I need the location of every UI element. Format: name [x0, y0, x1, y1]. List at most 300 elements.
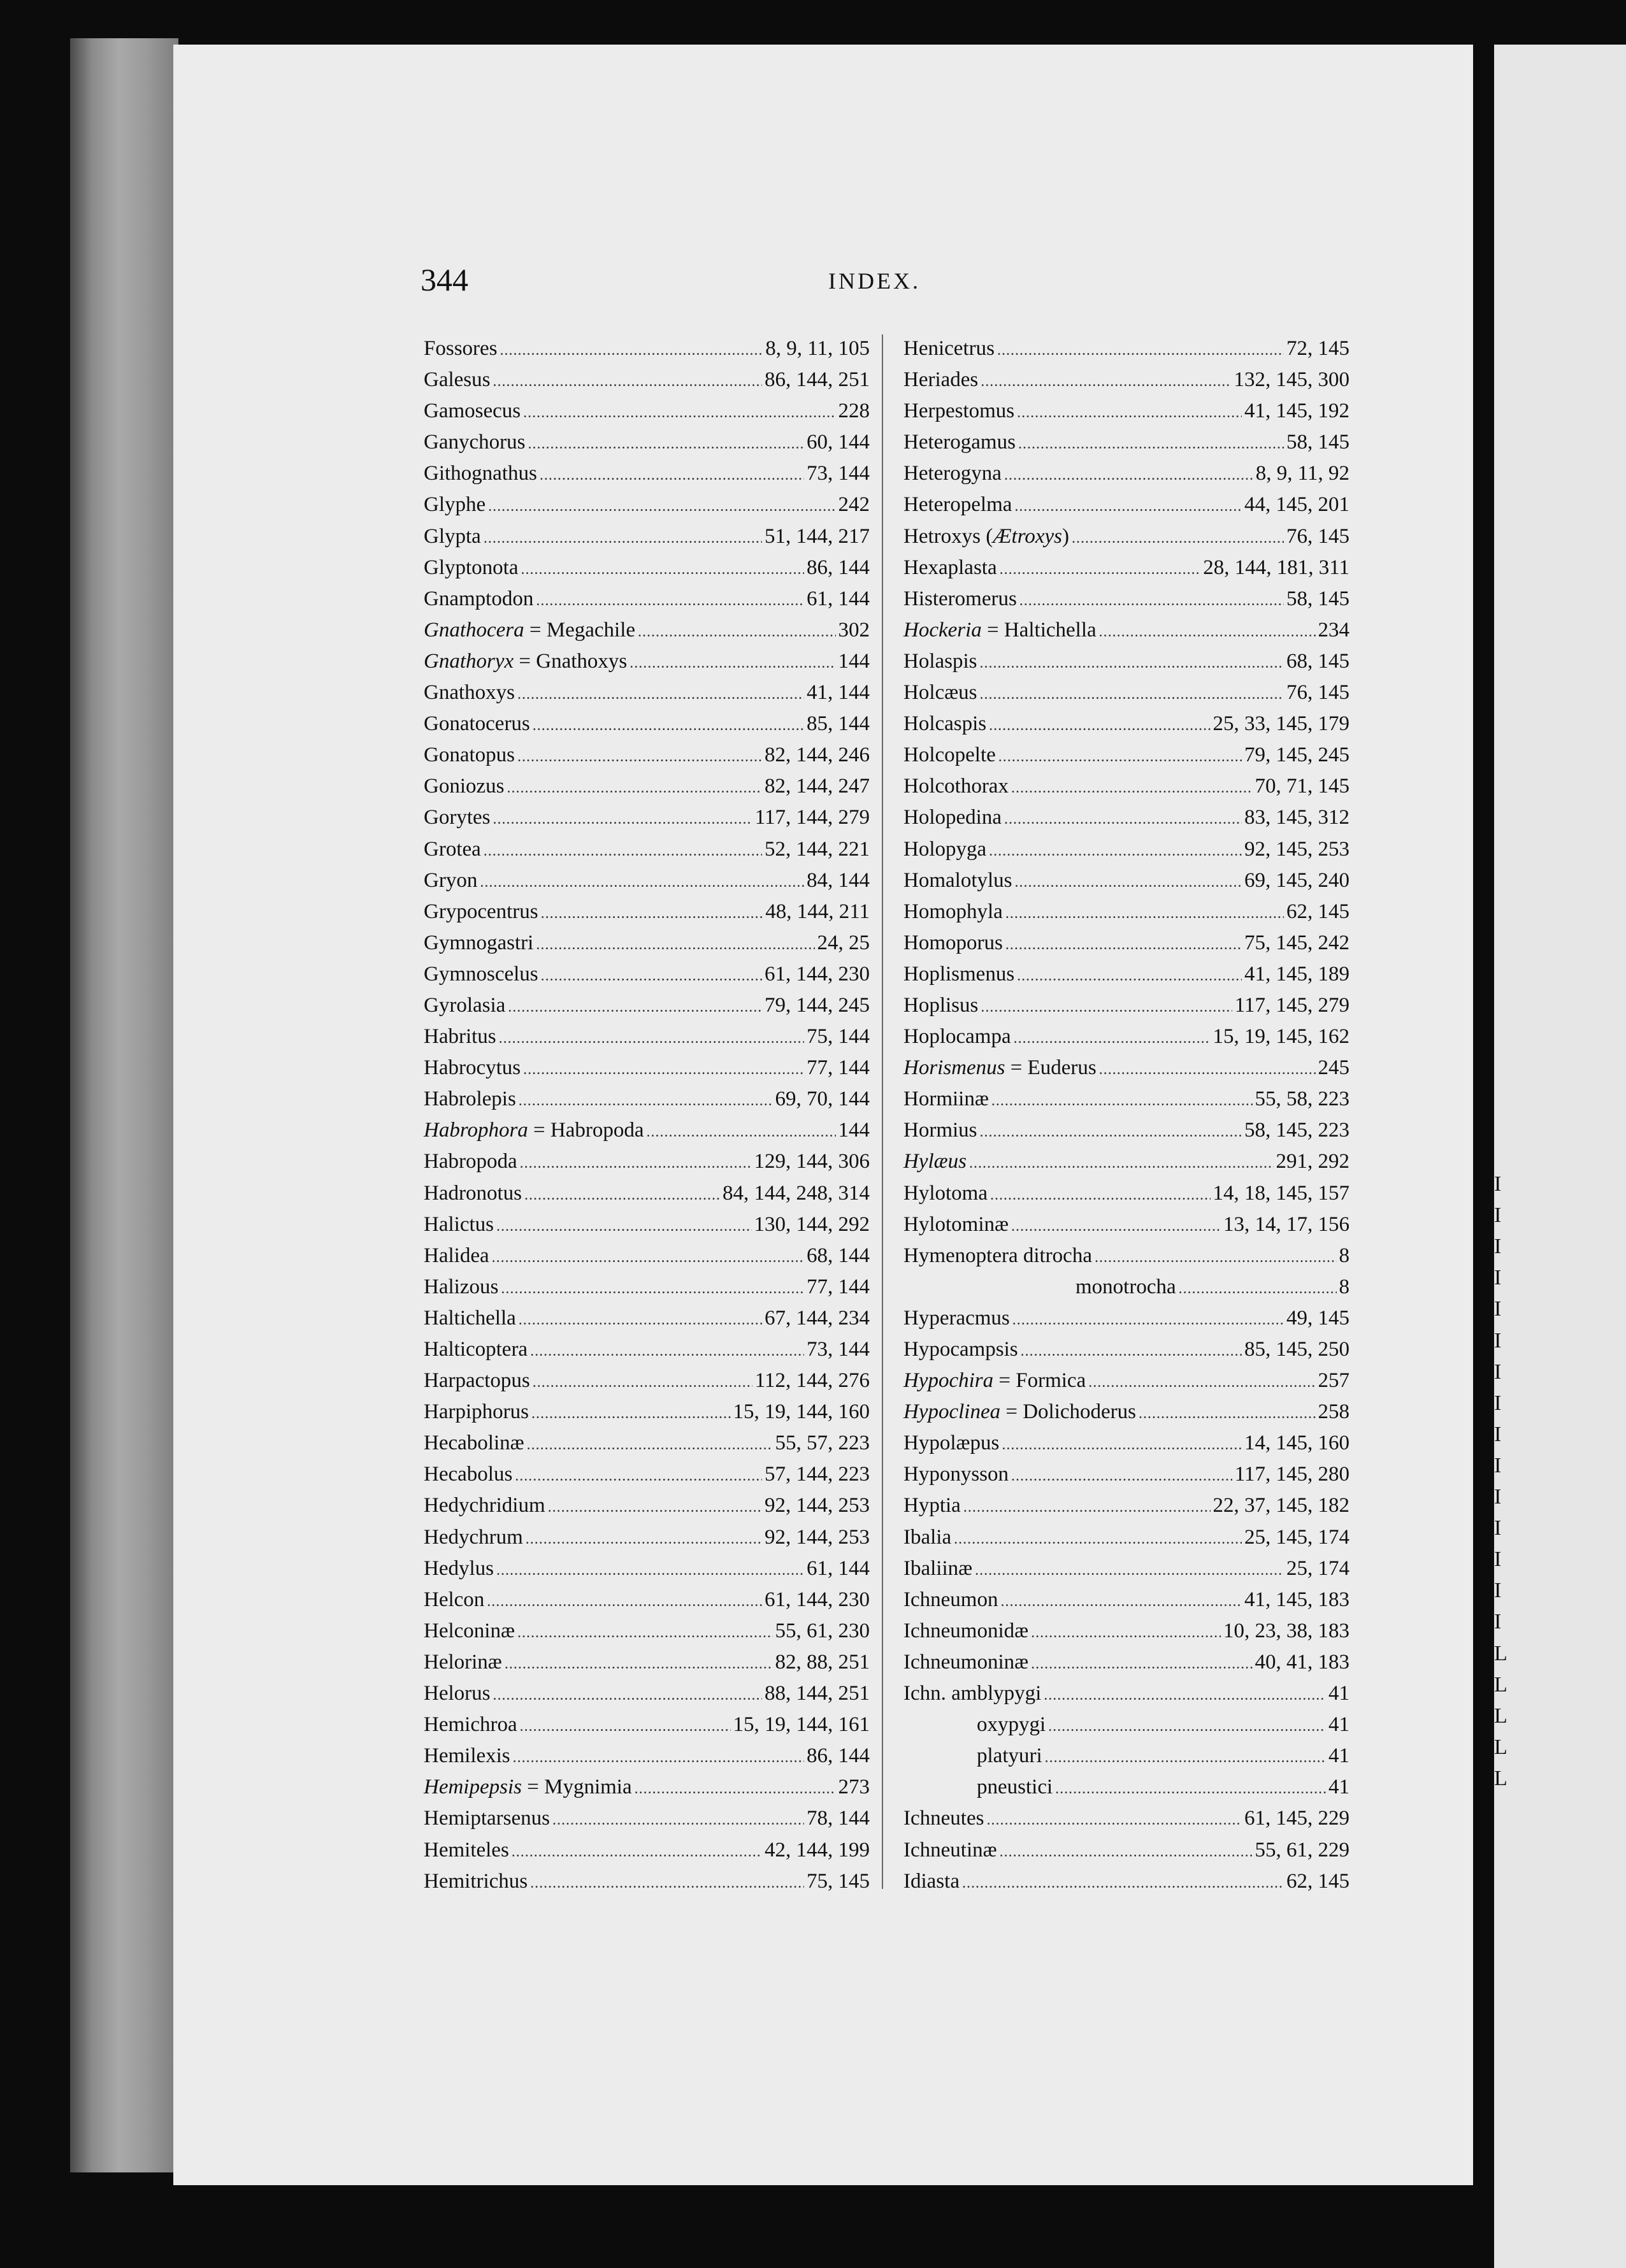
index-entry — [903, 802, 1349, 833]
entry-term: pneustici — [977, 1776, 1053, 1799]
entry-term: Hedychrum — [424, 1525, 523, 1549]
entry-pages: 291, 292 — [1276, 1150, 1349, 1173]
entry-term: monotrocha — [1076, 1275, 1176, 1298]
entry-pages: 61, 145, 229 — [1244, 1807, 1349, 1830]
index-entry — [903, 865, 1349, 896]
entry-term: Herpestomus — [903, 399, 1015, 423]
dot-leader — [530, 1336, 804, 1367]
entry-term: Holcopelte — [903, 743, 996, 767]
entry-pages: 234 — [1318, 618, 1349, 642]
dot-leader — [1014, 491, 1242, 522]
entry-term: Hoplisus — [903, 993, 979, 1017]
entry-pages: 84, 144, 248, 314 — [723, 1181, 870, 1205]
entry-pages: 242 — [838, 493, 870, 517]
entry-term: Homalotylus — [903, 868, 1012, 892]
dot-leader — [1005, 898, 1284, 929]
index-entry — [424, 1396, 870, 1428]
entry-pages: 258 — [1318, 1400, 1349, 1424]
index-entry — [903, 1866, 1349, 1897]
dot-leader — [980, 1117, 1242, 1148]
index-entry — [424, 1616, 870, 1647]
dot-leader — [1048, 1711, 1326, 1742]
index-entry — [424, 646, 870, 677]
index-entry — [903, 1272, 1349, 1303]
entry-pages: 67, 144, 234 — [765, 1306, 870, 1330]
entry-term-italic: Gnathoryx — [424, 649, 514, 673]
index-entry — [903, 740, 1349, 771]
dot-leader — [980, 648, 1284, 679]
dot-leader — [527, 1430, 773, 1461]
index-entry — [903, 1428, 1349, 1459]
index-entry — [903, 1522, 1349, 1553]
entry-term: Ichneumon — [903, 1588, 998, 1611]
entry-pages: 245 — [1318, 1056, 1349, 1080]
index-entry — [424, 740, 870, 771]
dot-leader — [523, 398, 835, 429]
entry-term: Gnathoxys — [424, 681, 515, 705]
index-entry — [903, 1365, 1349, 1396]
entry-pages: 62, 145 — [1286, 1869, 1349, 1893]
entry-term: Gonatopus — [424, 743, 515, 767]
entry-pages: 144 — [838, 649, 870, 673]
dot-leader — [548, 1492, 762, 1523]
entry-pages: 22, 37, 145, 182 — [1212, 1494, 1349, 1518]
entry-pages: 257 — [1318, 1369, 1349, 1393]
dot-leader — [969, 1148, 1274, 1179]
entry-term: Halizous — [424, 1275, 499, 1298]
entry-term: Heterogamus — [903, 431, 1016, 454]
index-entry — [903, 615, 1349, 646]
entry-term: Habropoda — [424, 1150, 517, 1173]
dot-leader — [981, 992, 1232, 1023]
entry-pages: 14, 18, 145, 157 — [1212, 1181, 1349, 1205]
dot-leader — [635, 1774, 836, 1805]
index-entry — [903, 990, 1349, 1021]
dot-leader — [507, 773, 763, 804]
entry-pages: 77, 144 — [807, 1056, 870, 1080]
entry-pages: 61, 144 — [807, 587, 870, 610]
index-entry — [424, 1115, 870, 1146]
entry-term: Hylotominæ — [903, 1212, 1009, 1236]
dot-leader — [533, 710, 804, 742]
entry-term: Idiasta — [903, 1869, 960, 1893]
entry-term: Hemitrichus — [424, 1869, 528, 1893]
entry-pages: 49, 145 — [1286, 1306, 1349, 1330]
entry-term: Hyptia — [903, 1494, 961, 1518]
index-entry — [424, 1678, 870, 1709]
entry-pages: 41, 144 — [807, 681, 870, 705]
entry-term-italic: Gnathocera — [424, 618, 524, 642]
dot-leader — [1014, 1023, 1211, 1054]
dot-leader — [533, 1367, 752, 1398]
dot-leader — [500, 335, 763, 366]
entry-pages: 62, 145 — [1286, 900, 1349, 923]
entry-term: Hockeria = Haltichella — [903, 618, 1097, 642]
entry-pages: 61, 144 — [807, 1556, 870, 1580]
entry-term: Glyphe — [424, 493, 486, 517]
entry-term: Heteropelma — [903, 493, 1012, 517]
entry-pages: 41, 145, 183 — [1244, 1588, 1349, 1611]
facing-page-letter: I — [1494, 1453, 1502, 1477]
entry-term: Gamosecus — [424, 399, 521, 423]
dot-leader — [1000, 1586, 1242, 1618]
dot-leader — [552, 1805, 804, 1836]
facing-page-letter: L — [1494, 1641, 1507, 1665]
dot-leader — [513, 1742, 804, 1774]
entry-pages: 72, 145 — [1286, 337, 1349, 360]
facing-page-letter: I — [1494, 1360, 1502, 1384]
entry-pages: 69, 145, 240 — [1244, 868, 1349, 892]
index-entry — [903, 1115, 1349, 1146]
dot-leader — [1017, 961, 1242, 992]
entry-pages: 48, 144, 211 — [765, 900, 870, 923]
dot-leader — [1011, 773, 1253, 804]
entry-pages: 75, 145 — [807, 1869, 870, 1893]
entry-term-italic: Hypoclinea — [903, 1400, 1001, 1424]
entry-term: Gnathocera = Megachile — [424, 618, 636, 642]
entry-term: Hyponysson — [903, 1463, 1009, 1486]
entry-term: Helcon — [424, 1588, 485, 1611]
entry-pages: 55, 61, 230 — [775, 1619, 870, 1642]
index-entry — [903, 489, 1349, 520]
index-entry — [903, 1146, 1349, 1177]
dot-leader — [536, 585, 804, 617]
index-entry — [903, 552, 1349, 584]
entry-pages: 57, 144, 223 — [765, 1463, 870, 1486]
entry-term: Habritus — [424, 1025, 496, 1049]
index-entry — [903, 1740, 1349, 1772]
entry-term: Hexaplasta — [903, 556, 997, 579]
dot-leader — [1095, 1242, 1337, 1274]
entry-pages: 28, 144, 181, 311 — [1203, 556, 1349, 579]
entry-term: Hetroxys (Ætroxys) — [903, 524, 1069, 548]
index-entry — [424, 427, 870, 458]
entry-pages: 228 — [838, 399, 870, 423]
entry-term: Homoporus — [903, 931, 1003, 954]
entry-pages: 85, 145, 250 — [1244, 1338, 1349, 1361]
entry-term: Ichneutes — [903, 1807, 984, 1830]
entry-pages: 68, 144 — [807, 1244, 870, 1267]
entry-term: Grotea — [424, 837, 481, 861]
index-entry — [903, 896, 1349, 928]
index-entry — [424, 1772, 870, 1803]
facing-page-letter: I — [1494, 1516, 1502, 1540]
entry-pages: 117, 144, 279 — [754, 806, 870, 829]
column-divider — [882, 334, 883, 1889]
entry-term: Ichneumoninæ — [903, 1650, 1029, 1674]
entry-pages: 86, 144, 251 — [765, 368, 870, 392]
entry-term: Hypolæpus — [903, 1432, 1000, 1455]
index-column-right — [903, 333, 1349, 1897]
facing-page-letter: I — [1494, 1579, 1502, 1603]
entry-pages: 75, 145, 242 — [1244, 931, 1349, 954]
index-entry — [424, 771, 870, 802]
entry-term: Gonatocerus — [424, 712, 530, 736]
entry-term — [903, 1146, 967, 1177]
index-entry — [903, 959, 1349, 990]
index-entry — [424, 1052, 870, 1084]
entry-term: Hecabolus — [424, 1463, 513, 1486]
dot-leader — [523, 1054, 804, 1086]
entry-pages: 82, 144, 247 — [765, 775, 870, 798]
dot-leader — [1012, 1305, 1284, 1336]
entry-pages: 15, 19, 144, 161 — [733, 1713, 870, 1737]
entry-pages: 86, 144 — [807, 556, 870, 579]
entry-pages: 88, 144, 251 — [765, 1682, 870, 1705]
entry-term: Halictus — [424, 1212, 494, 1236]
entry-term: oxypygi — [977, 1713, 1046, 1737]
index-entry — [903, 1647, 1349, 1678]
entry-pages: 77, 144 — [807, 1275, 870, 1298]
entry-term: Gnamptodon — [424, 587, 534, 610]
entry-pages: 144 — [838, 1119, 870, 1142]
entry-term: Hedylus — [424, 1556, 494, 1580]
dot-leader — [512, 1837, 762, 1868]
entry-term: Gymnoscelus — [424, 962, 538, 986]
index-entry — [903, 1303, 1349, 1334]
dot-leader — [1004, 460, 1253, 491]
dot-leader — [530, 1868, 804, 1899]
entry-term: Heterogyna — [903, 462, 1002, 485]
facing-page-letter: I — [1494, 1297, 1502, 1321]
dot-leader — [520, 1711, 731, 1742]
index-entry — [903, 1052, 1349, 1084]
index-entry — [903, 1584, 1349, 1616]
dot-leader — [1055, 1774, 1326, 1805]
entry-pages: 58, 145 — [1286, 587, 1349, 610]
entry-term-italic: Horismenus — [903, 1056, 1005, 1080]
entry-term-italic: Hylæus — [903, 1150, 967, 1173]
entry-pages: 273 — [838, 1776, 870, 1799]
entry-pages: 55, 57, 223 — [775, 1432, 870, 1455]
entry-pages: 40, 41, 183 — [1255, 1650, 1349, 1674]
entry-term: Glypta — [424, 524, 481, 548]
entry-pages: 84, 144 — [807, 868, 870, 892]
index-entry — [424, 458, 870, 489]
entry-pages: 73, 144 — [807, 462, 870, 485]
index-entry — [424, 990, 870, 1021]
entry-term: Gnathoryx = Gnathoxys — [424, 649, 628, 673]
entry-pages: 8, 9, 11, 92 — [1255, 462, 1349, 485]
entry-pages: 92, 145, 253 — [1244, 837, 1349, 861]
entry-term: Habrophora = Habropoda — [424, 1119, 644, 1142]
entry-term: Hemipepsis = Mygnimia — [424, 1776, 632, 1799]
dot-leader — [1031, 1649, 1252, 1680]
entry-term: Hemiptarsenus — [424, 1807, 550, 1830]
entry-term: Helorus — [424, 1682, 491, 1705]
dot-leader — [1088, 1367, 1315, 1398]
entry-pages: 51, 144, 217 — [765, 524, 870, 548]
dot-leader — [997, 335, 1284, 366]
entry-term: Holcothorax — [903, 775, 1009, 798]
entry-pages: 24, 25 — [817, 931, 870, 954]
entry-term: Gyrolasia — [424, 993, 506, 1017]
entry-pages: 25, 174 — [1286, 1556, 1349, 1580]
dot-leader — [487, 1586, 762, 1618]
index-entry — [903, 1616, 1349, 1647]
entry-term-italic: Hemipepsis — [424, 1776, 522, 1799]
dot-leader — [508, 992, 762, 1023]
entry-term: Holcæus — [903, 681, 977, 705]
index-entry — [903, 708, 1349, 740]
dot-leader — [1072, 523, 1284, 554]
entry-pages: 92, 144, 253 — [765, 1525, 870, 1549]
entry-pages: 52, 144, 221 — [765, 837, 870, 861]
dot-leader — [954, 1524, 1242, 1555]
index-entry — [424, 333, 870, 364]
dot-leader — [1004, 804, 1242, 835]
dot-leader — [515, 1461, 762, 1492]
entry-term: Habrocytus — [424, 1056, 521, 1080]
entry-pages: 8, 9, 11, 105 — [765, 337, 870, 360]
entry-term: Ichn. amblypygi — [903, 1682, 1042, 1705]
dot-leader — [1179, 1274, 1337, 1305]
entry-pages: 14, 145, 160 — [1244, 1432, 1349, 1455]
facing-page-letter: I — [1494, 1422, 1502, 1446]
dot-leader — [526, 1524, 762, 1555]
index-entry — [424, 396, 870, 427]
entry-pages: 41 — [1328, 1713, 1349, 1737]
entry-term: Gymnogastri — [424, 931, 534, 954]
entry-term: Harpiphorus — [424, 1400, 529, 1424]
index-entry — [903, 1084, 1349, 1115]
index-entry — [424, 1740, 870, 1772]
index-entry — [903, 1334, 1349, 1365]
entry-term: Hoplocampa — [903, 1025, 1011, 1049]
index-entry — [424, 1459, 870, 1490]
entry-term-italic: Habrophora — [424, 1119, 528, 1142]
dot-leader — [1000, 554, 1201, 585]
entry-pages: 15, 19, 144, 160 — [733, 1400, 870, 1424]
entry-pages: 61, 144, 230 — [765, 962, 870, 986]
facing-page-letter: I — [1494, 1235, 1502, 1259]
entry-pages: 82, 144, 246 — [765, 743, 870, 767]
entry-pages: 60, 144 — [807, 431, 870, 454]
entry-term: Hadronotus — [424, 1181, 522, 1205]
entry-pages: 10, 23, 38, 183 — [1223, 1619, 1349, 1642]
dot-leader — [541, 898, 763, 929]
facing-page-letter: I — [1494, 1266, 1502, 1290]
index-entry — [424, 802, 870, 833]
dot-leader — [1017, 398, 1242, 429]
dot-leader — [1045, 1742, 1326, 1774]
dot-leader — [980, 679, 1284, 710]
entry-pages: 76, 145 — [1286, 681, 1349, 705]
entry-term: Githognathus — [424, 462, 537, 485]
entry-term: Helorinæ — [424, 1650, 502, 1674]
index-entry — [903, 584, 1349, 615]
entry-pages: 73, 144 — [807, 1338, 870, 1361]
entry-pages: 132, 145, 300 — [1234, 368, 1349, 392]
index-entry — [424, 1146, 870, 1177]
dot-leader — [493, 804, 752, 835]
dot-leader — [1002, 1430, 1242, 1461]
index-entry — [424, 521, 870, 552]
entry-pages: 79, 144, 245 — [765, 993, 870, 1017]
index-entry — [903, 677, 1349, 708]
dot-leader — [517, 1618, 773, 1649]
entry-term: Hemilexis — [424, 1744, 510, 1768]
index-entry — [903, 1835, 1349, 1866]
entry-pages: 55, 58, 223 — [1255, 1087, 1349, 1111]
entry-term: Henicetrus — [903, 337, 995, 360]
entry-pages: 15, 19, 145, 162 — [1212, 1025, 1349, 1049]
dot-leader — [531, 1398, 731, 1430]
dot-leader — [1044, 1680, 1326, 1711]
entry-term: Hypoclinea = Dolichoderus — [903, 1400, 1137, 1424]
entry-term: Gorytes — [424, 806, 491, 829]
index-entry — [424, 1709, 870, 1740]
entry-term: Ibaliinæ — [903, 1556, 973, 1580]
dot-leader — [517, 742, 762, 773]
index-entry — [903, 646, 1349, 677]
entry-term: Galesus — [424, 368, 491, 392]
entry-term: Hyperacmus — [903, 1306, 1010, 1330]
entry-pages: 41 — [1328, 1682, 1349, 1705]
index-entry — [424, 928, 870, 959]
facing-page-letter: I — [1494, 1328, 1502, 1353]
index-entry — [424, 865, 870, 896]
entry-pages: 25, 33, 145, 179 — [1212, 712, 1349, 736]
index-entry — [424, 1365, 870, 1396]
dot-leader — [520, 1148, 752, 1179]
index-entry — [903, 396, 1349, 427]
entry-term: Histeromerus — [903, 587, 1017, 610]
entry-term-italic: Hypochira — [903, 1369, 994, 1393]
dot-leader — [484, 836, 762, 867]
index-entry — [424, 677, 870, 708]
entry-pages: 75, 144 — [807, 1025, 870, 1049]
dot-leader — [989, 836, 1242, 867]
dot-leader — [986, 1805, 1242, 1836]
entry-term: Goniozus — [424, 775, 505, 798]
dot-leader — [630, 648, 835, 679]
dot-leader — [499, 1023, 804, 1054]
facing-page-letter: L — [1494, 1704, 1507, 1728]
index-entry — [424, 708, 870, 740]
index-entry — [424, 1209, 870, 1240]
dot-leader — [519, 1305, 762, 1336]
index-entry — [424, 364, 870, 396]
index-entry — [903, 333, 1349, 364]
dot-leader — [1018, 429, 1284, 460]
entry-term: Grypocentrus — [424, 900, 538, 923]
index-entry — [424, 1803, 870, 1834]
entry-pages: 25, 145, 174 — [1244, 1525, 1349, 1549]
entry-term: Holaspis — [903, 649, 977, 673]
dot-leader — [521, 554, 804, 585]
dot-leader — [488, 491, 835, 522]
index-entry — [424, 1490, 870, 1521]
index-entry — [903, 1178, 1349, 1209]
entry-pages: 55, 61, 229 — [1255, 1838, 1349, 1862]
entry-pages: 42, 144, 199 — [765, 1838, 870, 1862]
index-entry — [424, 896, 870, 928]
entry-term: Harpactopus — [424, 1369, 530, 1393]
dot-leader — [519, 1086, 773, 1117]
index-entry — [424, 1553, 870, 1584]
entry-pages: 41, 145, 189 — [1244, 962, 1349, 986]
facing-page-letter: I — [1494, 1391, 1502, 1415]
entry-pages: 70, 71, 145 — [1255, 775, 1349, 798]
entry-term: Halidea — [424, 1244, 489, 1267]
entry-term: Hypocampsis — [903, 1338, 1018, 1361]
entry-pages: 85, 144 — [807, 712, 870, 736]
index-entry — [903, 1553, 1349, 1584]
index-entry — [903, 1021, 1349, 1052]
dot-leader — [1099, 617, 1316, 648]
entry-pages: 92, 144, 253 — [765, 1494, 870, 1518]
